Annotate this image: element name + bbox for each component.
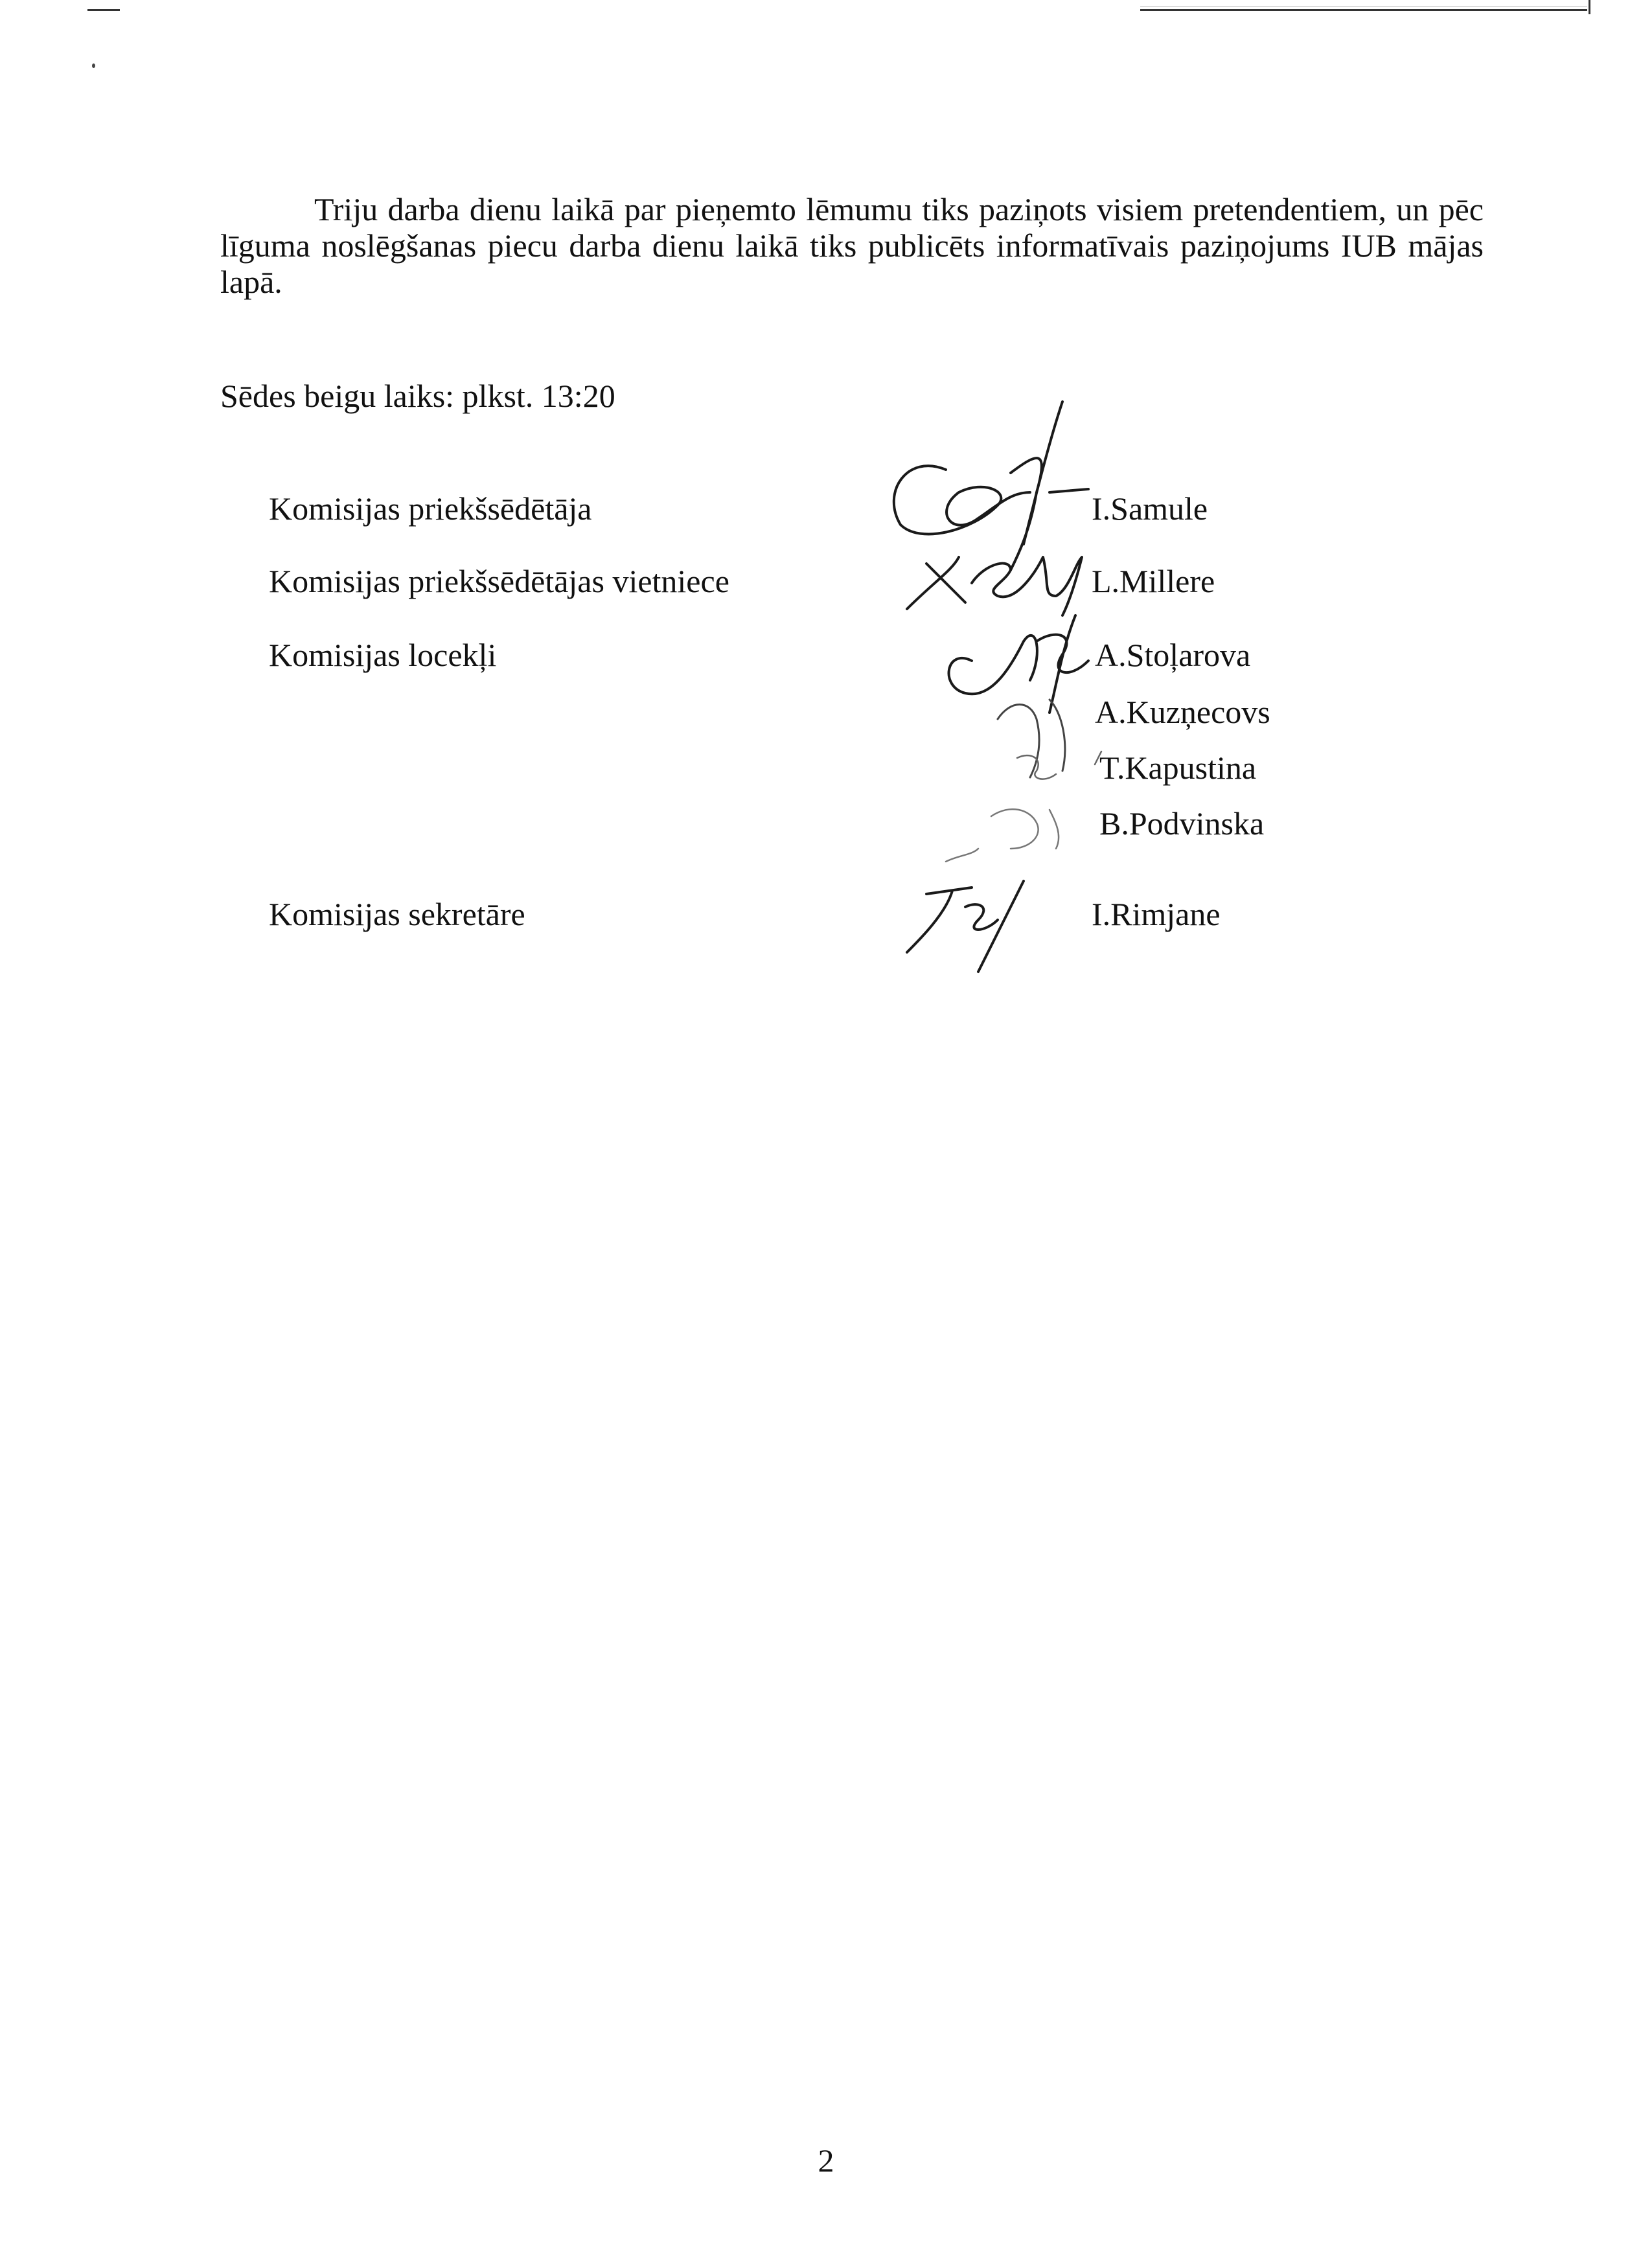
signature-samule <box>894 402 1088 570</box>
signature-kapustina <box>1017 751 1101 779</box>
members-role: Komisijas locekļi <box>269 637 497 673</box>
top-right-bar <box>1589 0 1590 14</box>
vice-chair-name: L.Millere <box>1092 563 1215 599</box>
signature-podvinska <box>946 809 1059 862</box>
page-number: 2 <box>818 2142 834 2179</box>
member-name-3: T.Kapustina <box>1099 750 1257 786</box>
member-name-2: A.Kuzņecovs <box>1095 694 1270 730</box>
chair-name: I.Samule <box>1092 490 1208 527</box>
top-left-rule <box>87 9 120 11</box>
signature-rimjane <box>907 881 1024 972</box>
signature-kuznecovs <box>998 700 1065 777</box>
signature-stolarova <box>949 615 1088 713</box>
meeting-end-time: Sēdes beigu laiks: plkst. 13:20 <box>220 378 615 414</box>
secretary-role: Komisijas sekretāre <box>269 896 525 932</box>
top-right-rule-faint <box>1140 6 1587 7</box>
top-right-rule <box>1140 9 1587 11</box>
member-name-4: B.Podvinska <box>1099 805 1265 842</box>
member-name-1: A.Stoļarova <box>1095 637 1251 673</box>
decision-paragraph: Triju darba dienu laikā par pieņemto lēmumu tiks paziņots visiem pretendentiem, un pēc līguma noslēgšanas piecu darba dienu laikā tiks publicēts informatīvais paziņojums IUB mājas lapā. <box>220 191 1484 300</box>
scan-speck <box>92 63 95 68</box>
secretary-name: I.Rimjane <box>1092 896 1221 932</box>
chair-role: Komisijas priekšsēdētāja <box>269 490 592 527</box>
vice-chair-role: Komisijas priekšsēdētājas vietniece <box>269 563 729 599</box>
signature-millere <box>907 557 1082 615</box>
